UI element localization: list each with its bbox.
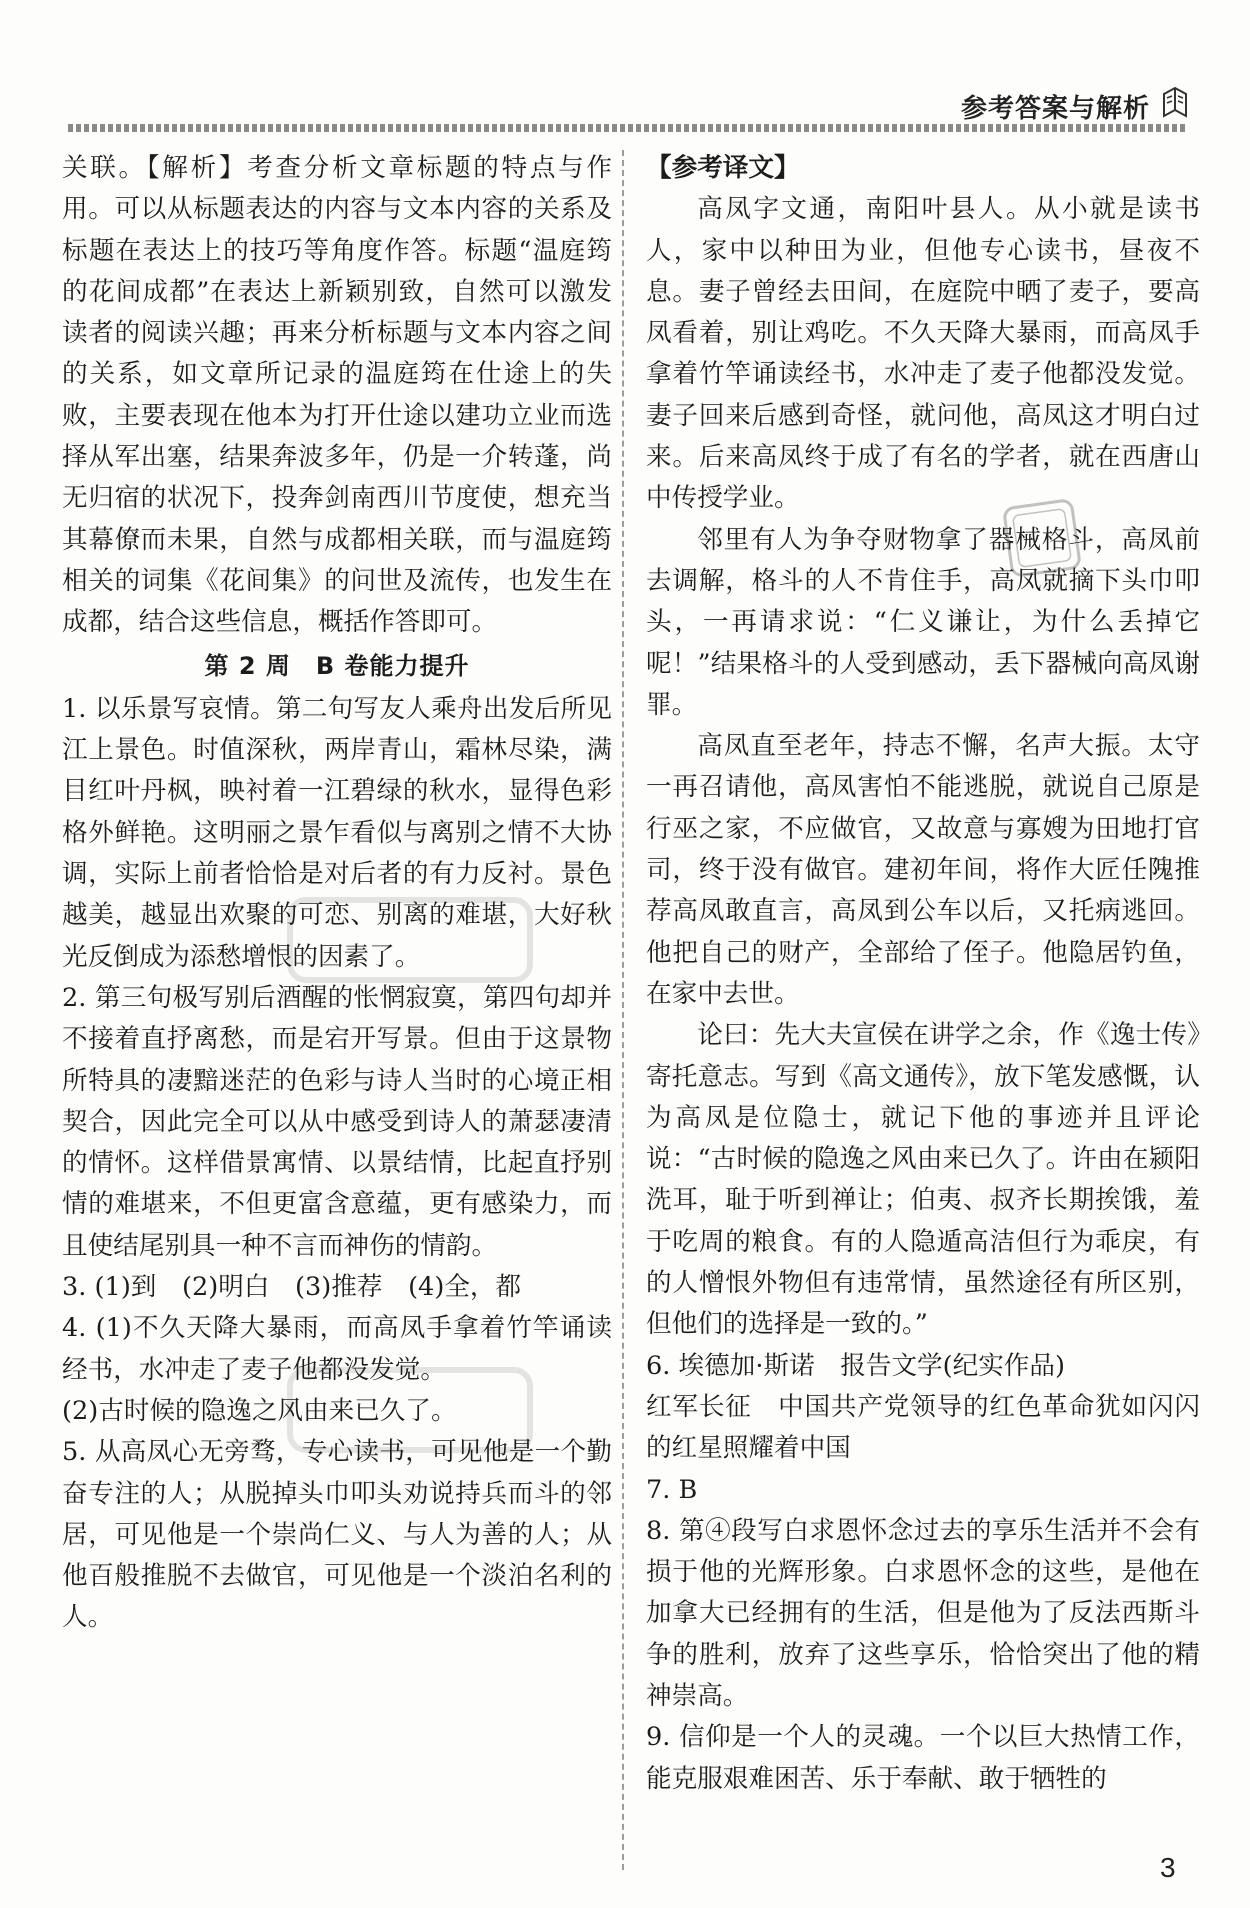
right-column — [646, 148, 1200, 1800]
answer-6-part-1: 6. 埃德加·斯诺 报告文学(纪实作品) — [646, 1350, 1065, 1381]
answer-4-part-2: (2)古时候的隐逸之风由来已久了。 — [62, 1395, 457, 1426]
analysis-paragraph: 关联。【解析】考查分析文章标题的特点与作用。可以从标题表达的内容与文本内容的关系及标题在表达上的技巧等角度作答。标题“温庭筠的花间成都”在表达上新颖别致，自然可以激发读者的阅读兴趣；再来分析标题与文本内容之间的关系，如文章所记录的温庭筠在仕途上的失败，主要表现在他本为打开仕途以建功立业而选择从军出塞，结果奔波多年，仍是一介转蓬，尚无归宿的状况下，投奔剑南西川节度使，想充当其幕僚而未果，自然与成都相关联，而与温庭筠相关的词集《花间集》的问世及流传，也发生在成都，结合这些信息，概括作答即可。 — [62, 153, 612, 638]
header-rule — [68, 124, 1186, 132]
translation-paragraph-4: 论曰：先大夫宣侯在讲学之余，作《逸士传》寄托意志。写到《高文通传》，放下笔发感慨，认为高凤是位隐士，就记下他的事迹并且评论说：“古时候的隐逸之风由来已久了。许由在颍阳洗耳，耻于听到禅让；伯夷、叔齐长期挨饿，羞于吃周的粮食。有的人隐遁高洁但行为乖戾，有的人憎恨外物但有违常情，虽然途径有所区别，但他们的选择是一致的。” — [646, 1020, 1200, 1340]
section-title: 第 2 周 B 卷能力提升 — [204, 651, 470, 680]
translation-paragraph-1: 高凤字文通，南阳叶县人。从小就是读书人，家中以种田为业，但他专心读书，昼夜不息。妻子曾经去田间，在庭院中晒了麦子，要高凤看着，别让鸡吃。不久天降大暴雨，而高凤手拿着竹竿诵读经书，水冲走了麦子他都没发觉。妻子回来后感到奇怪，就问他，高凤这才明白过来。后来高凤终于成了有名的学者，就在西唐山中传授学业。 — [646, 194, 1200, 514]
answer-1: 1. 以乐景写哀情。第二句写友人乘舟出发后所见江上景色。时值深秋，两岸青山，霜林尽染，满目红叶丹枫，映衬着一江碧绿的秋水，显得色彩格外鲜艳。这明丽之景乍看似与离别之情不大协调，实际上前者恰恰是对后者的有力反衬。景色越美，越显出欢聚的可恋、别离的难堪，大好秋光反倒成为添愁增恨的因素了。 — [62, 693, 612, 972]
watermark-stamp-icon — [1000, 496, 1084, 580]
page-header — [0, 0, 1250, 130]
translation-paragraph-2: 邻里有人为争夺财物拿了器械格斗，高凤前去调解，格斗的人不肯住手，高凤就摘下头巾叩头，一再请求说：“仁义谦让，为什么丢掉它呢！”结果格斗的人受到感动，丢下器械向高凤谢罪。 — [646, 524, 1200, 720]
answer-2: 2. 第三句极写别后酒醒的怅惘寂寞，第四句却并不接着直抒离愁，而是宕开写景。但由于这景物所特具的凄黯迷茫的色彩与诗人当时的心境正相契合，因此完全可以从中感受到诗人的萧瑟凄清的情怀。这样借景寓情、以景结情，比起直抒别情的难堪来，不但更富含意蕴，更有感染力，而且使结尾别具一种不言而神伤的情韵。 — [62, 982, 612, 1261]
book-logo-icon — [1160, 86, 1190, 120]
answer-3: 3. (1)到 (2)明白 (3)推荐 (4)全，都 — [62, 1272, 522, 1303]
watermark-icon — [280, 1350, 540, 1470]
translation-paragraph-3: 高凤直至老年，持志不懈，名声大振。太守一再召请他，高凤害怕不能逃脱，就说自己原是行巫之家，不应做官，又故意与寡嫂为田地打官司，终于没有做官。建初年间，将作大匠任隗推荐高凤敢直言，高凤到公车以后，又托病逃回。他把自己的财产，全部给了侄子。他隐居钓鱼，在家中去世。 — [646, 731, 1200, 1009]
answer-4-part-1: 4. (1)不久天降大暴雨，而高凤手拿着竹竿诵读经书，水冲走了麦子他都没发觉。 — [62, 1313, 612, 1385]
answer-7: 7. B — [646, 1474, 698, 1505]
translation-tag: 【参考译文】 — [646, 153, 800, 183]
answer-6-part-2: 红军长征 中国共产党领导的红色革命犹如闪闪的红星照耀着中国 — [646, 1391, 1200, 1464]
page-number: 3 — [1160, 1852, 1176, 1883]
answer-8: 8. 第④段写白求恩怀念过去的享乐生活并不会有损于他的光辉形象。白求恩怀念的这些，是他在加拿大已经拥有的生活，但是他为了反法西斯斗争的胜利，放弃了这些享乐，恰恰突出了他的精神崇高。 — [646, 1515, 1200, 1711]
answer-9: 9. 信仰是一个人的灵魂。一个以巨大热情工作，能克服艰难困苦、乐于奉献、敢于牺牲的 — [646, 1722, 1200, 1794]
watermark-icon — [280, 880, 540, 1000]
answer-5: 5. 从高凤心无旁骛，专心读书，可见他是一个勤奋专注的人；从脱掉头巾叩头劝说持兵而斗的邻居，可见他是一个崇尚仁义、与人为善的人；从他百般推脱不去做官，可见他是一个淡泊名利的人。 — [62, 1437, 612, 1633]
header-title: 参考答案与解析 — [960, 94, 1150, 124]
column-divider — [622, 150, 624, 1870]
